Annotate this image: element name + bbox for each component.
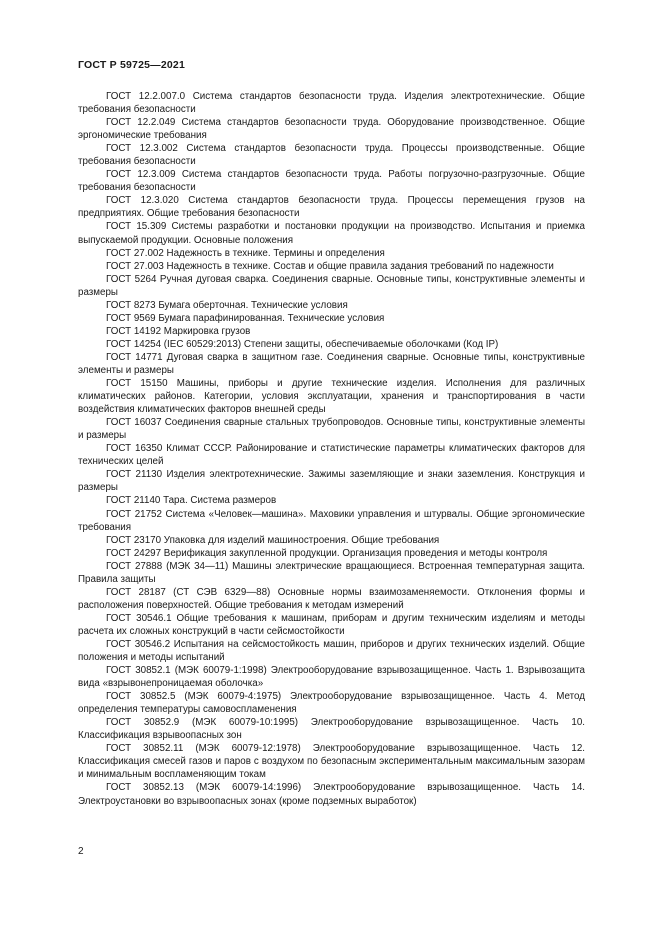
reference-item: ГОСТ 27888 (МЭК 34—11) Машины электрические вращающиеся. Встроенная температурная защита. Правила защиты bbox=[78, 560, 585, 585]
reference-item: ГОСТ 14771 Дуговая сварка в защитном газе. Соединения сварные. Основные типы, конструктивные элементы и размеры bbox=[78, 351, 585, 376]
reference-item: ГОСТ 12.3.002 Система стандартов безопасности труда. Процессы производственные. Общие требования безопасности bbox=[78, 143, 585, 168]
reference-item: ГОСТ 28187 (СТ СЭВ 6329—88) Основные нормы взаимозаменяемости. Отклонения формы и расположения поверхностей. Общие требования к методам измерений bbox=[78, 586, 585, 611]
reference-item: ГОСТ 12.2.049 Система стандартов безопасности труда. Оборудование производственное. Общие эргономические требования bbox=[78, 117, 585, 142]
reference-item: ГОСТ 27.003 Надежность в технике. Состав и общие правила задания требований по надежности bbox=[106, 260, 554, 272]
reference-item: ГОСТ 16037 Соединения сварные стальных трубопроводов. Основные типы, конструктивные элементы и размеры bbox=[78, 417, 585, 442]
reference-item: ГОСТ 16350 Климат СССР. Районирование и статистические параметры климатических факторов для технических целей bbox=[78, 443, 585, 468]
reference-item: ГОСТ 12.3.009 Система стандартов безопасности труда. Работы погрузочно-разгрузочные. Общие требования безопасности bbox=[78, 169, 585, 194]
reference-item: ГОСТ 8273 Бумага оберточная. Технические условия bbox=[106, 299, 348, 311]
reference-item: ГОСТ 30852.11 (МЭК 60079-12:1978) Электрооборудование взрывозащищенное. Часть 12. Классификация смесей газов и паров с воздухом по безопасным экспериментальным максимальным зазорам и минимальным воспламеняющим токам bbox=[78, 743, 585, 781]
reference-item: ГОСТ 30852.9 (МЭК 60079-10:1995) Электрооборудование взрывозащищенное. Часть 10. Классификация взрывоопасных зон bbox=[78, 717, 585, 742]
reference-item: ГОСТ 23170 Упаковка для изделий машиностроения. Общие требования bbox=[106, 534, 440, 546]
page-number: 2 bbox=[78, 846, 84, 857]
reference-item: ГОСТ 30852.13 (МЭК 60079-14:1996) Электрооборудование взрывозащищенное. Часть 14. Электроустановки во взрывоопасных зонах (кроме подземных выработок) bbox=[78, 782, 585, 807]
reference-item: ГОСТ 27.002 Надежность в технике. Термины и определения bbox=[106, 247, 385, 259]
reference-item: ГОСТ 14254 (IEC 60529:2013) Степени защиты, обеспечиваемые оболочками (Код IP) bbox=[106, 338, 499, 350]
reference-item: ГОСТ 9569 Бумага парафинированная. Технические условия bbox=[106, 312, 385, 324]
reference-item: ГОСТ 30852.5 (МЭК 60079-4:1975) Электрооборудование взрывозащищенное. Часть 4. Метод определения температуры самовоспламенения bbox=[78, 691, 585, 716]
reference-item: ГОСТ 30546.2 Испытания на сейсмостойкость машин, приборов и других технических изделий. Общие положения и методы испытаний bbox=[78, 638, 585, 664]
reference-item: ГОСТ 15150 Машины, приборы и другие технические изделия. Исполнения для различных климатических районов. Категории, условия эксплуатации, хранения и транспортирования в части воздействия климатических факторов внешней среды bbox=[78, 378, 585, 416]
reference-item: ГОСТ 24297 Верификация закупленной продукции. Организация проведения и методы контроля bbox=[106, 547, 548, 559]
reference-item: ГОСТ 30546.1 Общие требования к машинам, приборам и другим техническим изделиям и методы расчета их сложных конструкций в части сейсмостойкости bbox=[78, 612, 585, 637]
reference-item: ГОСТ 21130 Изделия электротехнические. Зажимы заземляющие и знаки заземления. Конструкция и размеры bbox=[78, 469, 585, 494]
reference-item: ГОСТ 14192 Маркировка грузов bbox=[106, 325, 251, 337]
normative-references-list bbox=[78, 90, 585, 808]
reference-item: ГОСТ 15.309 Системы разработки и постановки продукции на производство. Испытания и приемка выпускаемой продукции. Основные положения bbox=[78, 221, 585, 246]
reference-item: ГОСТ 21140 Тара. Система размеров bbox=[106, 495, 277, 507]
reference-item: ГОСТ 5264 Ручная дуговая сварка. Соединения сварные. Основные типы, конструктивные элементы и размеры bbox=[78, 273, 585, 298]
document-header: ГОСТ Р 59725—2021 bbox=[78, 59, 186, 71]
reference-item: ГОСТ 12.2.007.0 Система стандартов безопасности труда. Изделия электротехнические. Общие требования безопасности bbox=[78, 91, 585, 116]
reference-item: ГОСТ 12.3.020 Система стандартов безопасности труда. Процессы перемещения грузов на предприятиях. Общие требования безопасности bbox=[78, 195, 585, 220]
reference-item: ГОСТ 30852.1 (МЭК 60079-1:1998) Электрооборудование взрывозащищенное. Часть 1. Взрывозащита вида «взрывонепроницаемая оболочка» bbox=[78, 665, 585, 690]
reference-item: ГОСТ 21752 Система «Человек—машина». Маховики управления и штурвалы. Общие эргономические требования bbox=[78, 508, 585, 533]
